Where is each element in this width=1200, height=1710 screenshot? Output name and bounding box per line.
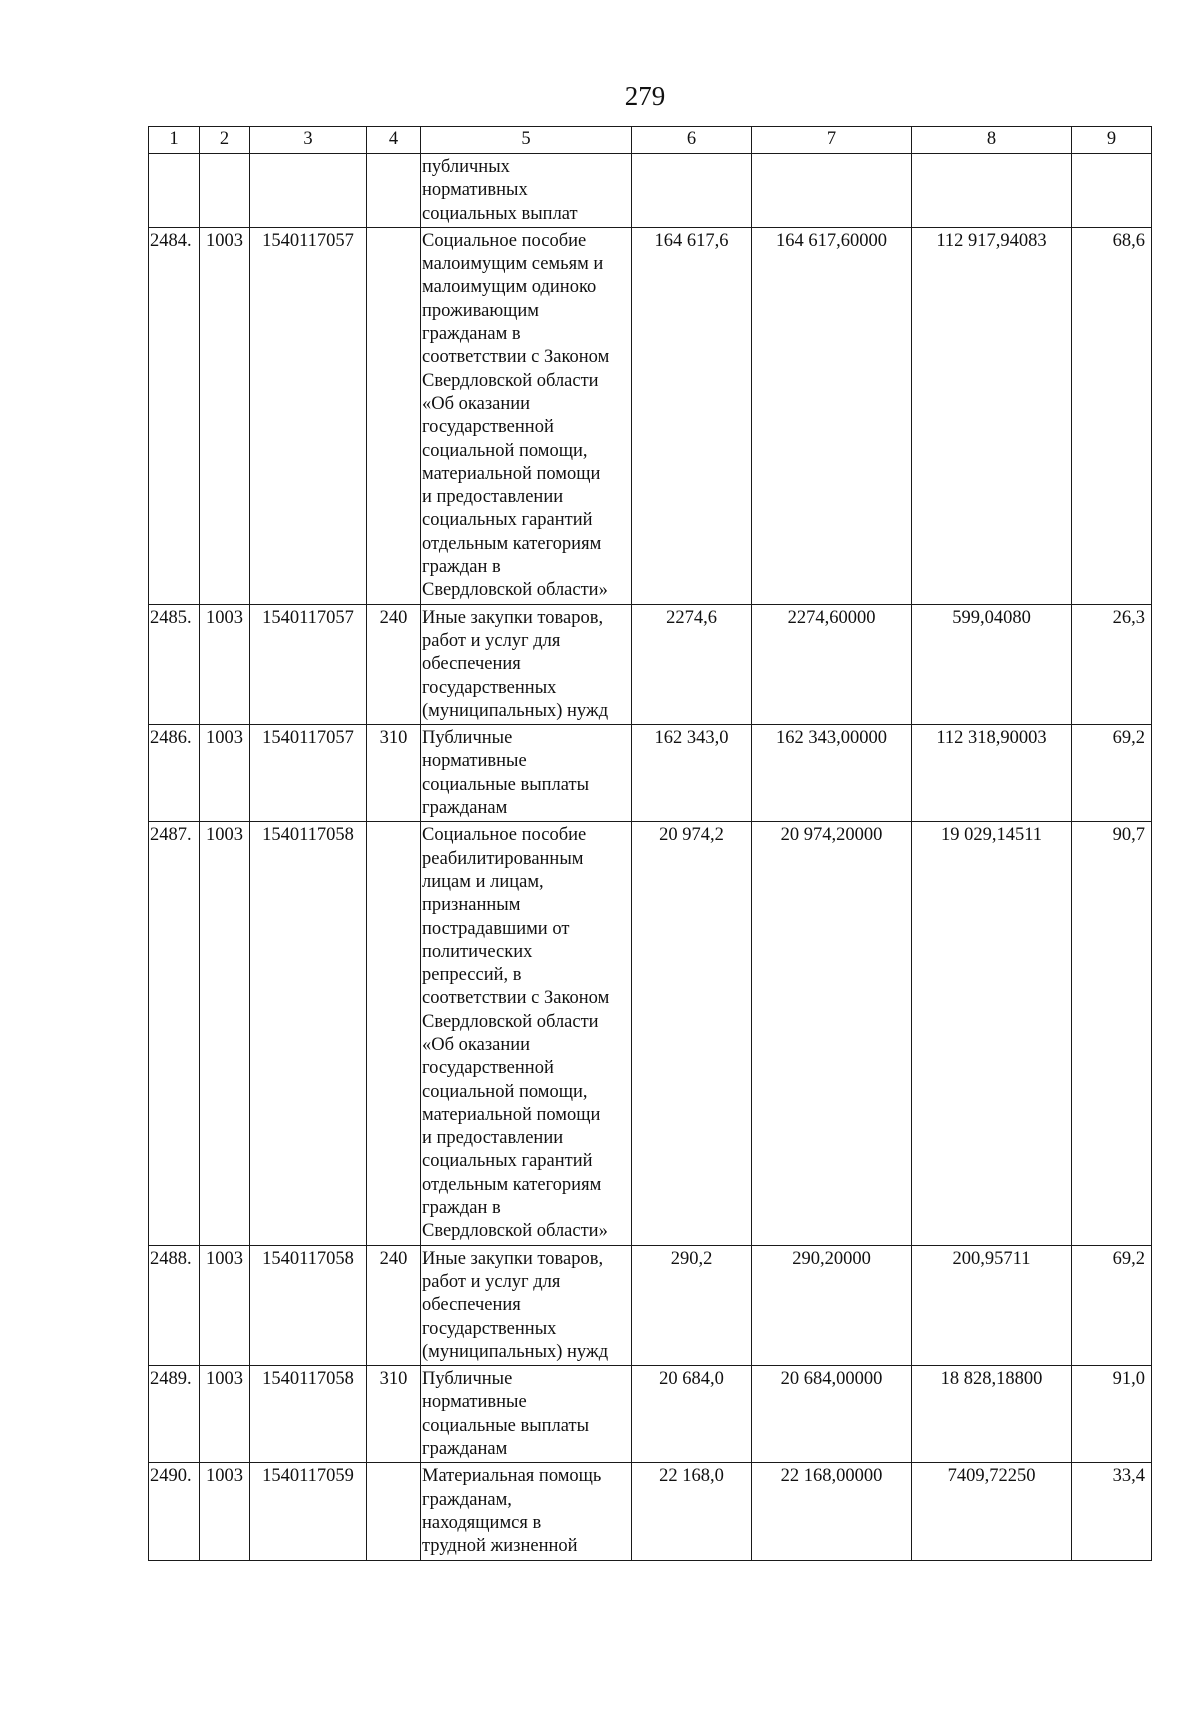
value-col8-cell: 18 828,18800 xyxy=(912,1366,1072,1463)
value-col8-cell: 112 318,90003 xyxy=(912,725,1072,822)
description-line: граждан в xyxy=(422,1198,501,1219)
description-cell xyxy=(421,725,632,822)
percent-cell: 26,3 xyxy=(1072,604,1152,724)
value-col7-cell: 20 974,20000 xyxy=(752,822,912,1245)
description-line: социальные выплаты xyxy=(422,774,590,795)
target-code-cell: 1540117058 xyxy=(250,822,367,1245)
description-line: граждан в xyxy=(422,557,501,578)
row-number-cell: 2489. xyxy=(149,1366,200,1463)
section-code-cell: 1003 xyxy=(200,725,250,822)
column-header: 3 xyxy=(250,127,367,154)
percent-cell: 69,2 xyxy=(1072,1245,1152,1365)
table-row xyxy=(149,604,1152,724)
table-row xyxy=(149,227,1152,604)
description-line: пострадавшими от xyxy=(422,918,570,939)
description-line: гражданам xyxy=(422,1439,508,1460)
table-row xyxy=(149,1245,1152,1365)
description-line: Социальное пособие xyxy=(422,230,587,251)
description-line: социальные выплаты xyxy=(422,1415,590,1436)
description-line: соответствии с Законом xyxy=(422,347,610,368)
description-line: гражданам в xyxy=(422,324,521,345)
table-row xyxy=(149,725,1152,822)
description-line: социальных гарантий xyxy=(422,510,593,531)
description-line: реабилитированным xyxy=(422,848,584,869)
description-cell xyxy=(421,227,632,604)
value-col7-cell: 162 343,00000 xyxy=(752,725,912,822)
description-line: работ и услуг для xyxy=(422,630,561,651)
description-line: гражданам xyxy=(422,798,508,819)
description-line: Иные закупки товаров, xyxy=(422,607,604,628)
table-row xyxy=(149,154,1152,228)
description-line: Свердловской области xyxy=(422,1011,599,1032)
percent-cell: 90,7 xyxy=(1072,822,1152,1245)
description-cell xyxy=(421,822,632,1245)
value-col7-cell: 164 617,60000 xyxy=(752,227,912,604)
description-line: нормативных xyxy=(422,180,528,201)
description-line: Публичные xyxy=(422,728,513,749)
row-number-cell: 2485. xyxy=(149,604,200,724)
value-col8-cell: 7409,72250 xyxy=(912,1463,1072,1560)
percent-cell xyxy=(1072,154,1152,228)
expense-kind-cell: 240 xyxy=(367,1245,421,1365)
description-line: государственных xyxy=(422,677,557,698)
target-code-cell: 1540117058 xyxy=(250,1245,367,1365)
description-line: нормативные xyxy=(422,1392,527,1413)
value-col6-cell: 20 974,2 xyxy=(632,822,752,1245)
description-line: Свердловской области» xyxy=(422,580,608,601)
description-line: и предоставлении xyxy=(422,1128,564,1149)
column-header: 9 xyxy=(1072,127,1152,154)
row-number-cell: 2484. xyxy=(149,227,200,604)
expense-kind-cell xyxy=(367,154,421,228)
description-line: государственной xyxy=(422,417,554,438)
column-header: 6 xyxy=(632,127,752,154)
row-number-cell xyxy=(149,154,200,228)
column-header: 1 xyxy=(149,127,200,154)
value-col6-cell: 20 684,0 xyxy=(632,1366,752,1463)
section-code-cell: 1003 xyxy=(200,1463,250,1560)
description-cell xyxy=(421,154,632,228)
column-header: 8 xyxy=(912,127,1072,154)
expense-kind-cell: 310 xyxy=(367,1366,421,1463)
description-line: социальной помощи, xyxy=(422,440,588,461)
section-code-cell xyxy=(200,154,250,228)
section-code-cell: 1003 xyxy=(200,604,250,724)
value-col6-cell: 162 343,0 xyxy=(632,725,752,822)
column-header: 2 xyxy=(200,127,250,154)
value-col8-cell: 200,95711 xyxy=(912,1245,1072,1365)
target-code-cell: 1540117058 xyxy=(250,1366,367,1463)
value-col6-cell xyxy=(632,154,752,228)
description-line: работ и услуг для xyxy=(422,1271,561,1292)
percent-cell: 91,0 xyxy=(1072,1366,1152,1463)
target-code-cell: 1540117057 xyxy=(250,725,367,822)
description-line: обеспечения xyxy=(422,1295,521,1316)
table-row xyxy=(149,1463,1152,1560)
description-line: репрессий, в xyxy=(422,965,522,986)
description-line: Свердловской области xyxy=(422,370,599,391)
row-number-cell: 2488. xyxy=(149,1245,200,1365)
description-line: «Об оказании xyxy=(422,1034,531,1055)
target-code-cell: 1540117059 xyxy=(250,1463,367,1560)
description-line: гражданам, xyxy=(422,1489,512,1510)
value-col6-cell: 2274,6 xyxy=(632,604,752,724)
column-header: 5 xyxy=(421,127,632,154)
value-col7-cell: 2274,60000 xyxy=(752,604,912,724)
target-code-cell xyxy=(250,154,367,228)
section-code-cell: 1003 xyxy=(200,822,250,1245)
page-number: 279 xyxy=(624,81,666,111)
description-line: социальных выплат xyxy=(422,203,578,224)
value-col8-cell: 19 029,14511 xyxy=(912,822,1072,1245)
expense-kind-cell xyxy=(367,1463,421,1560)
description-line: (муниципальных) нужд xyxy=(422,1341,609,1362)
value-col7-cell xyxy=(752,154,912,228)
description-line: публичных xyxy=(422,157,510,177)
section-code-cell: 1003 xyxy=(200,1366,250,1463)
description-line: находящимся в xyxy=(422,1512,542,1533)
description-line: нормативные xyxy=(422,751,527,772)
description-line: лицам и лицам, xyxy=(422,871,544,892)
section-code-cell: 1003 xyxy=(200,227,250,604)
description-line: Свердловской области» xyxy=(422,1221,608,1242)
percent-cell: 68,6 xyxy=(1072,227,1152,604)
percent-cell: 33,4 xyxy=(1072,1463,1152,1560)
value-col7-cell: 290,20000 xyxy=(752,1245,912,1365)
description-line: проживающим xyxy=(422,300,539,321)
target-code-cell: 1540117057 xyxy=(250,604,367,724)
description-line: государственных xyxy=(422,1318,557,1339)
description-cell xyxy=(421,1366,632,1463)
description-line: отдельным категориям xyxy=(422,1174,602,1195)
target-code-cell: 1540117057 xyxy=(250,227,367,604)
value-col6-cell: 22 168,0 xyxy=(632,1463,752,1560)
row-number-cell: 2486. xyxy=(149,725,200,822)
description-line: обеспечения xyxy=(422,654,521,675)
description-line: государственной xyxy=(422,1058,554,1079)
description-line: соответствии с Законом xyxy=(422,988,610,1009)
expense-kind-cell: 240 xyxy=(367,604,421,724)
column-header: 4 xyxy=(367,127,421,154)
expense-kind-cell xyxy=(367,822,421,1245)
value-col6-cell: 290,2 xyxy=(632,1245,752,1365)
description-line: материальной помощи xyxy=(422,1104,601,1125)
description-line: Социальное пособие xyxy=(422,825,587,846)
description-line: малоимущим семьям и xyxy=(422,254,604,275)
description-line: материальной помощи xyxy=(422,463,601,484)
description-line: (муниципальных) нужд xyxy=(422,700,609,721)
description-line: отдельным категориям xyxy=(422,533,602,554)
section-code-cell: 1003 xyxy=(200,1245,250,1365)
description-line: и предоставлении xyxy=(422,487,564,508)
header-row xyxy=(149,127,1152,154)
row-number-cell: 2490. xyxy=(149,1463,200,1560)
description-line: «Об оказании xyxy=(422,393,531,414)
expense-kind-cell: 310 xyxy=(367,725,421,822)
expense-kind-cell xyxy=(367,227,421,604)
value-col6-cell: 164 617,6 xyxy=(632,227,752,604)
description-line: Публичные xyxy=(422,1369,513,1390)
value-col7-cell: 20 684,00000 xyxy=(752,1366,912,1463)
value-col7-cell: 22 168,00000 xyxy=(752,1463,912,1560)
description-line: трудной жизненной xyxy=(422,1536,578,1557)
description-cell xyxy=(421,604,632,724)
description-line: социальных гарантий xyxy=(422,1151,593,1172)
description-line: признанным xyxy=(422,895,521,916)
description-cell xyxy=(421,1463,632,1560)
description-cell xyxy=(421,1245,632,1365)
percent-cell: 69,2 xyxy=(1072,725,1152,822)
table-row xyxy=(149,1366,1152,1463)
description-line: Материальная помощь xyxy=(422,1466,602,1487)
description-line: социальной помощи, xyxy=(422,1081,588,1102)
row-number-cell: 2487. xyxy=(149,822,200,1245)
value-col8-cell: 599,04080 xyxy=(912,604,1072,724)
value-col8-cell xyxy=(912,154,1072,228)
column-header: 7 xyxy=(752,127,912,154)
value-col8-cell: 112 917,94083 xyxy=(912,227,1072,604)
budget-table xyxy=(148,126,1152,1561)
table-row xyxy=(149,822,1152,1245)
description-line: малоимущим одиноко xyxy=(422,277,597,298)
description-line: политических xyxy=(422,941,533,962)
description-line: Иные закупки товаров, xyxy=(422,1248,604,1269)
